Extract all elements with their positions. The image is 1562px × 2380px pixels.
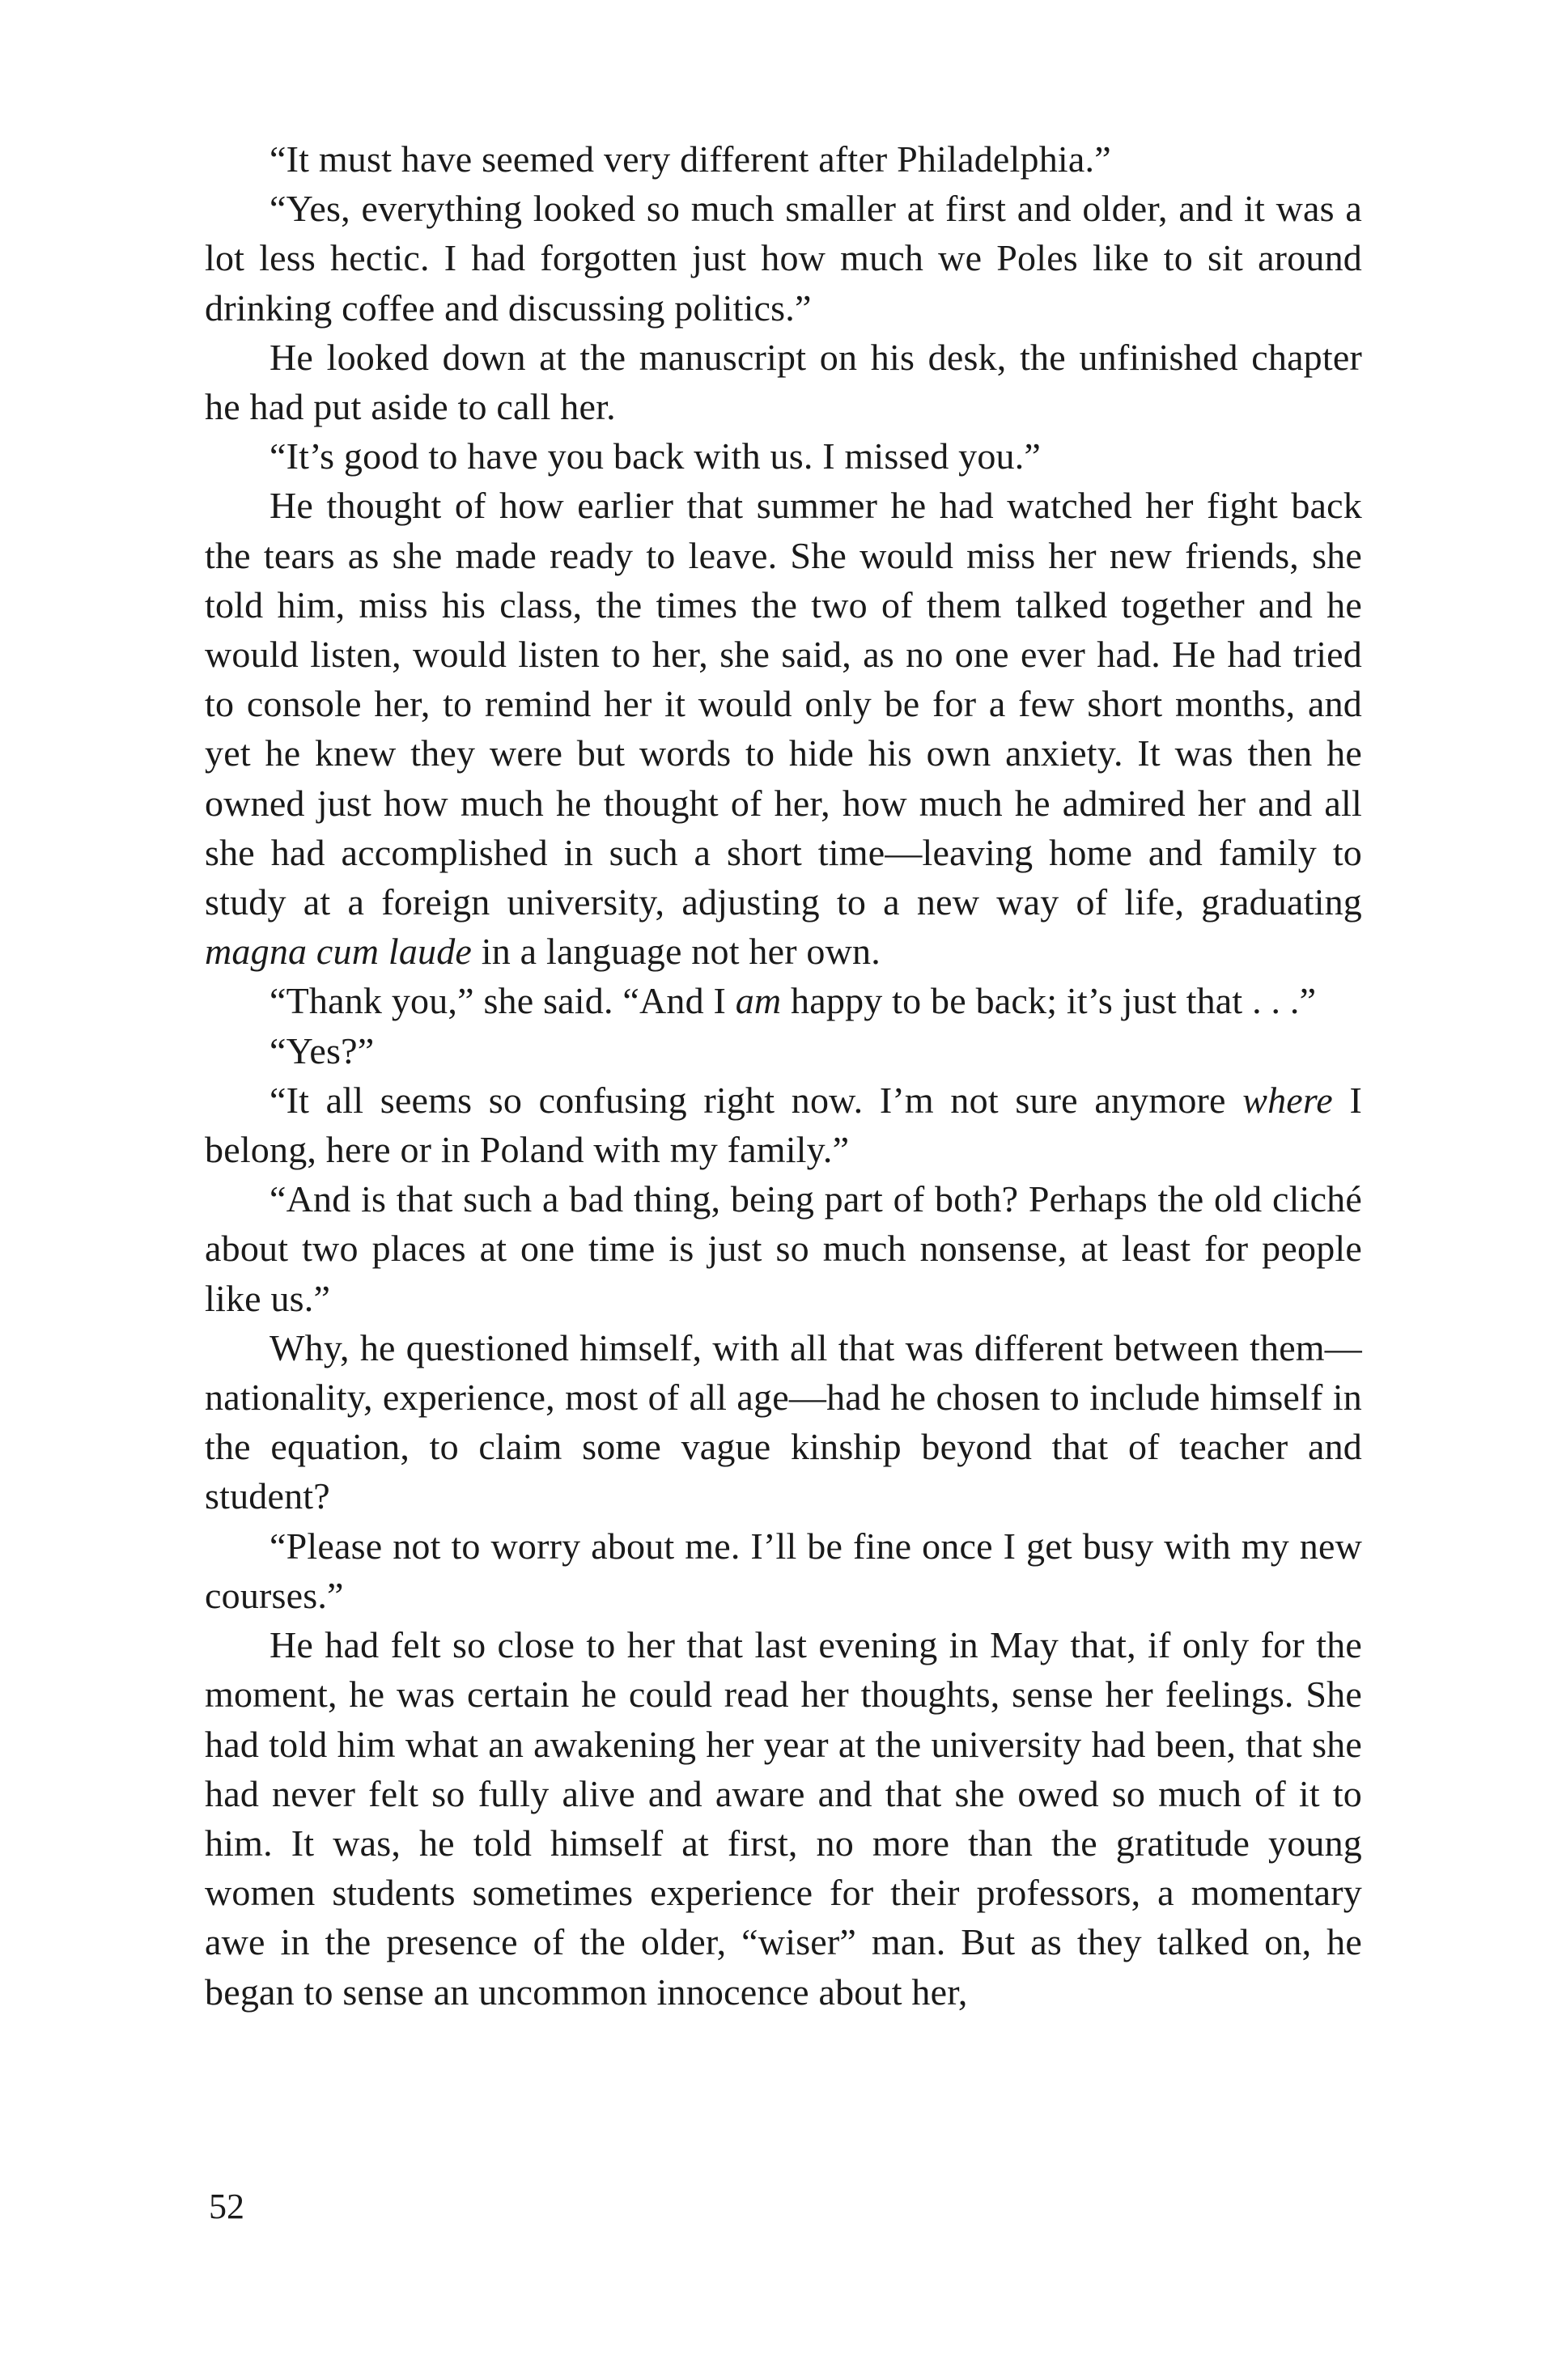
- body-text: [205, 134, 1362, 2017]
- text-run: “Thank you,” she said. “And I: [270, 980, 736, 1022]
- text-run: “Please not to worry about me. I’ll be fine once I get busy with my new courses.”: [205, 1525, 1362, 1616]
- text-run: happy to be back; it’s just that . . .”: [781, 980, 1317, 1022]
- page-number: 52: [209, 2187, 244, 2226]
- paragraph: [205, 481, 1362, 976]
- text-run: He had felt so close to her that last evening in May that, if only for the moment, he was certain he could read her thoughts, sense her feelings. She had told him what an awakening her year at the university had been, that she had never felt so fully alive and aware and that she owed so much of it to him. It was, he told himself at first, no more than the gratitude young women students sometimes experience for their professors, a momentary awe in the presence of the older, “wiser” man. But as they talked on, he began to sense an uncommon innocence about her,: [205, 1624, 1362, 2013]
- paragraph: [205, 1620, 1362, 2017]
- paragraph: [205, 976, 1362, 1025]
- paragraph: [205, 333, 1362, 431]
- paragraph: [205, 1075, 1362, 1174]
- italic-text: magna cum laude: [205, 931, 473, 973]
- paragraph: [205, 1521, 1362, 1620]
- paragraph: [205, 431, 1362, 481]
- paragraph: [205, 1174, 1362, 1323]
- paragraph: [205, 1026, 1362, 1075]
- text-run: He looked down at the manuscript on his desk, the unfinished chapter he had put aside to call her.: [205, 336, 1362, 428]
- text-run: “It all seems so confusing right now. I’m not sure anymore: [270, 1079, 1243, 1121]
- text-run: Why, he questioned himself, with all that was different between them—nationality, experience, most of all age—had he chosen to include himself in the equation, to claim some vague kinship beyond that of teacher and student?: [205, 1326, 1362, 1517]
- text-run: “Yes, everything looked so much smaller at first and older, and it was a lot less hectic. I had forgotten just how much we Poles like to sit around drinking coffee and discussing politics.”: [205, 188, 1362, 329]
- italic-text: am: [735, 980, 782, 1022]
- text-run: “And is that such a bad thing, being part of both? Perhaps the old cliché about two places at one time is just so much nonsense, at least for people like us.”: [205, 1178, 1362, 1319]
- text-run: I belong, here or in Poland with my family.”: [205, 1079, 1363, 1171]
- text-run: He thought of how earlier that summer he had watched her fight back the tears as she made ready to leave. She would miss her new friends, she told him, miss his class, the times the two of them talked together and he would listen, would listen to her, she said, as no one ever had. He had tried to console her, to remind her it would only be for a few short months, and yet he knew they were but words to hide his own anxiety. It was then he owned just how much he thought of her, how much he admired her and all she had accomplished in such a short time—leaving home and family to study at a foreign university, adjusting to a new way of life, graduating: [205, 485, 1362, 923]
- text-run: “Yes?”: [270, 1029, 375, 1071]
- italic-text: where: [1242, 1079, 1333, 1121]
- text-run: “It must have seemed very different after Philadelphia.”: [270, 138, 1111, 180]
- text-run: in a language not her own.: [472, 931, 881, 973]
- text-run: “It’s good to have you back with us. I missed you.”: [270, 435, 1042, 477]
- paragraph: [205, 184, 1362, 333]
- paragraph: [205, 1323, 1362, 1521]
- paragraph: [205, 134, 1362, 184]
